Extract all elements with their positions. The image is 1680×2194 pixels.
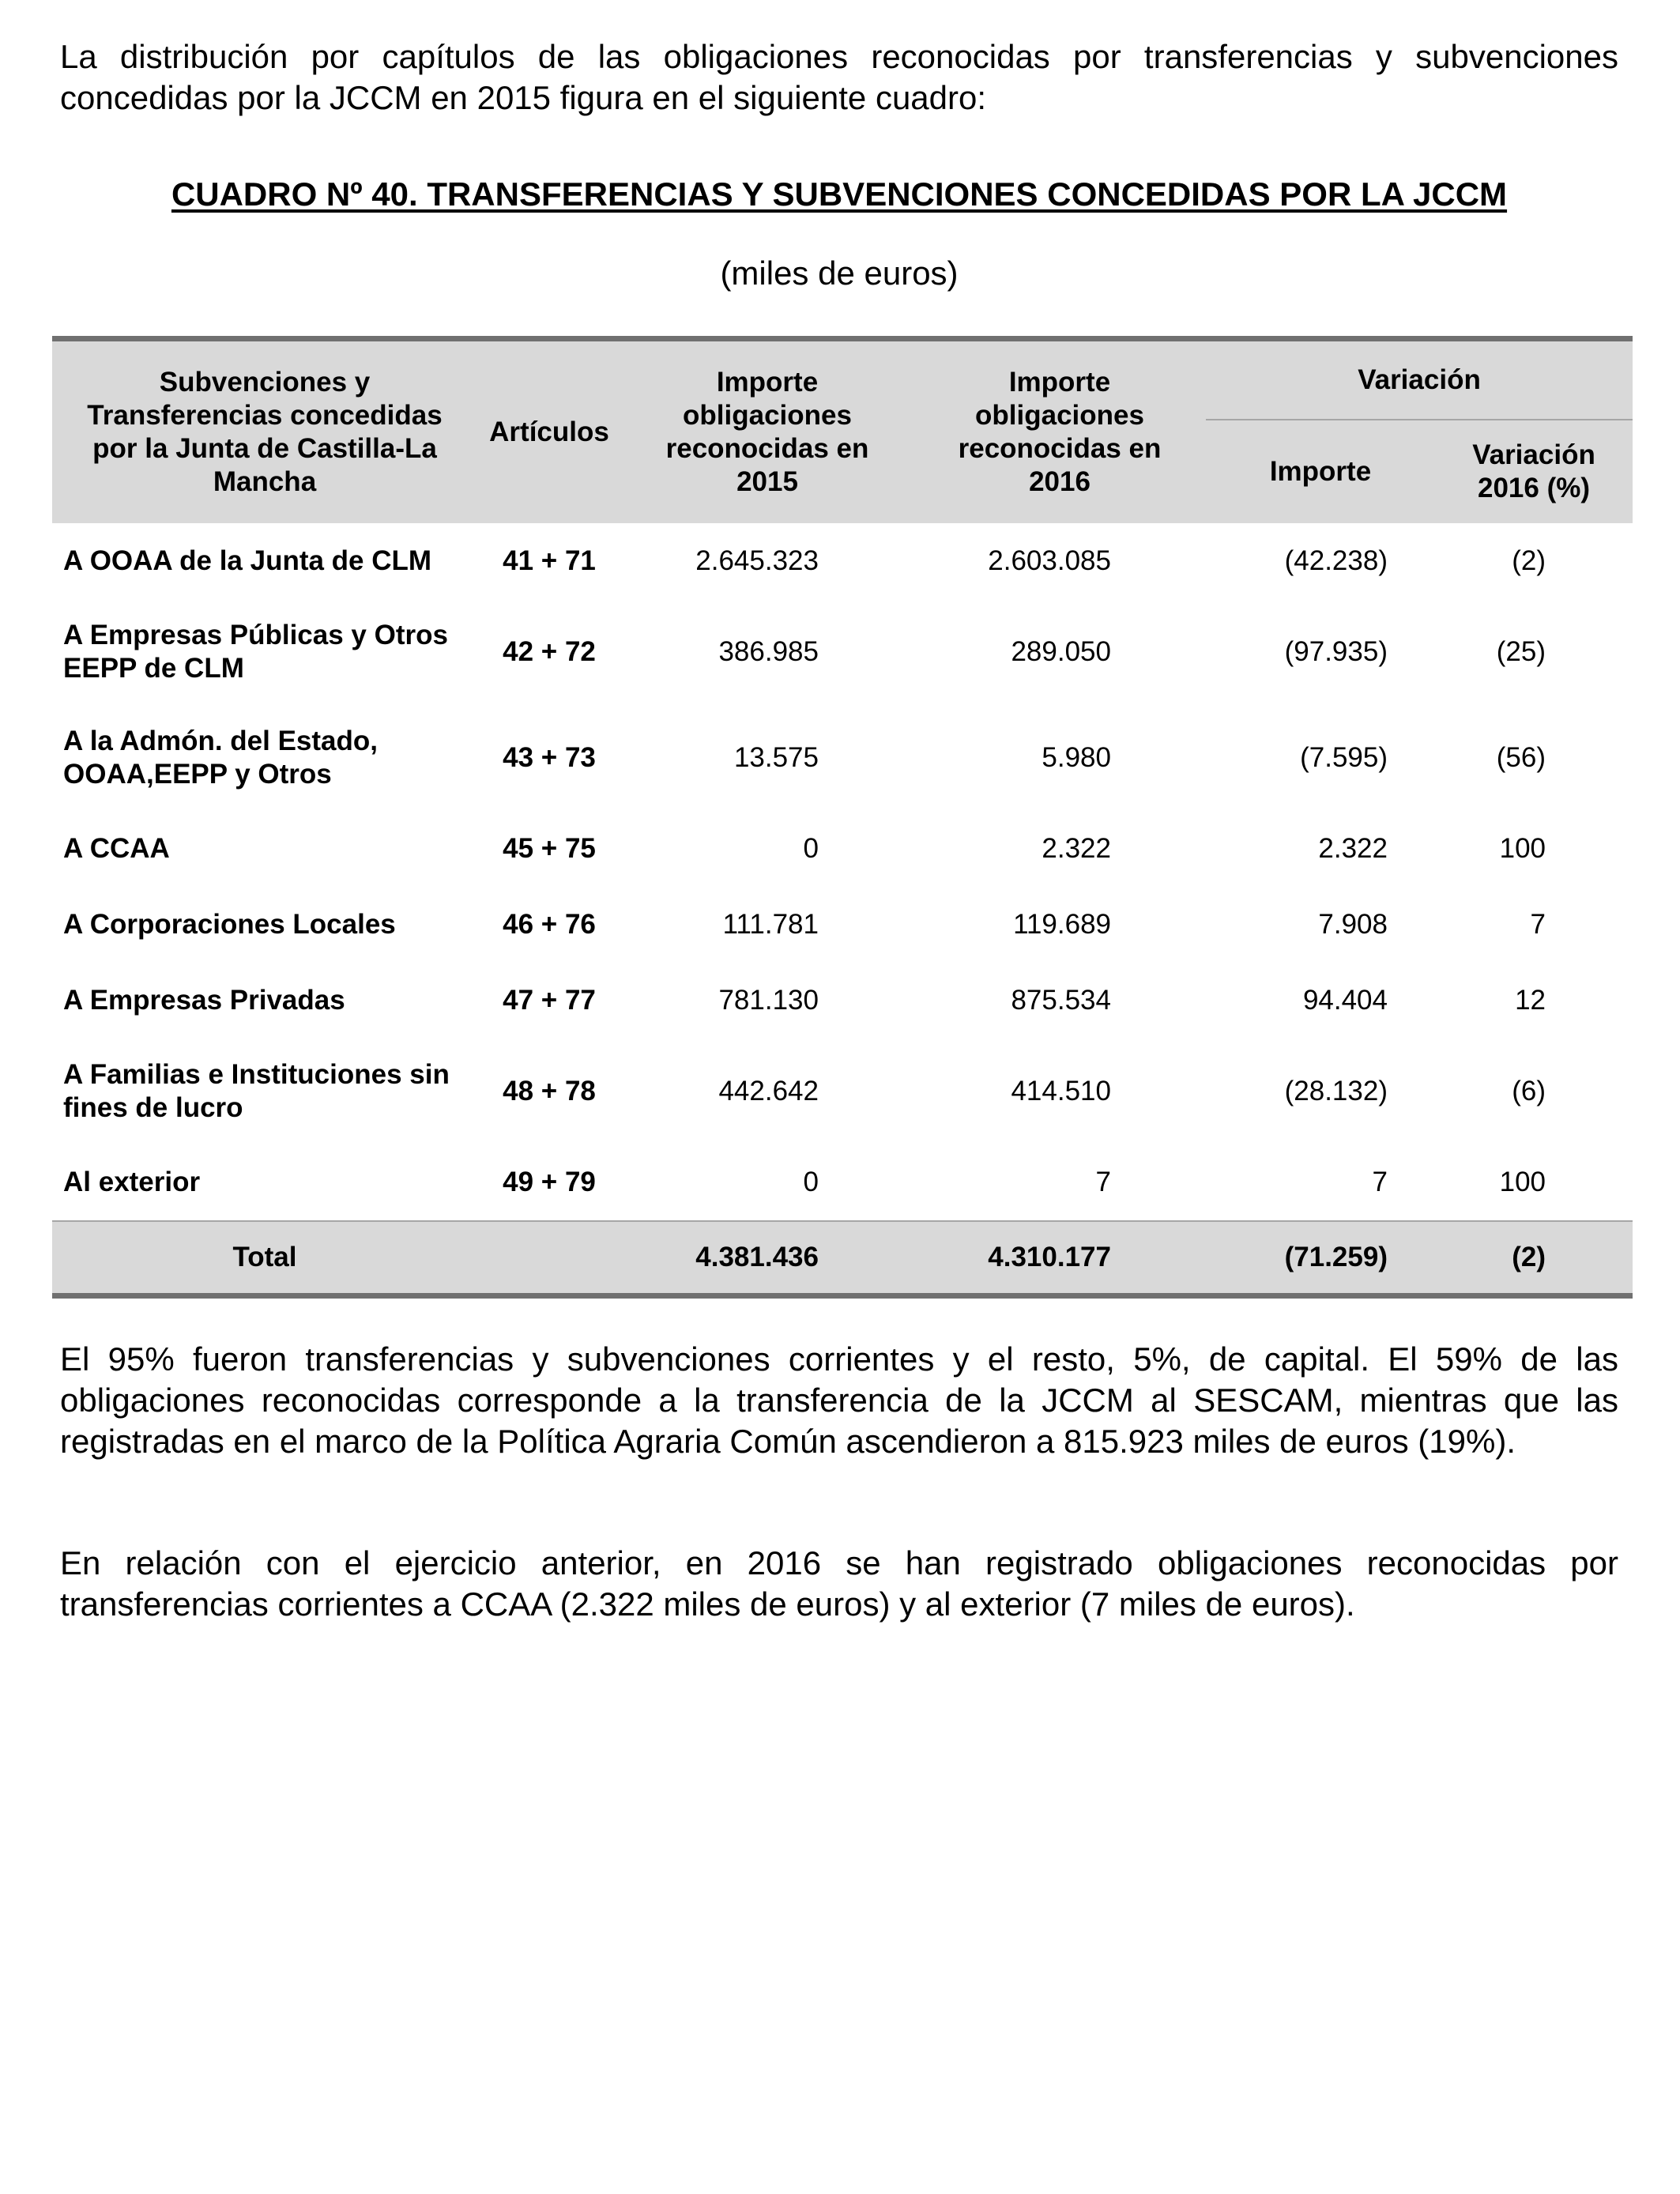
row-articles: 41 + 71 [503,545,596,576]
row-variation-amount: 2.322 [1318,833,1388,864]
table-row [52,523,1633,599]
table-row [52,1144,1633,1221]
row-2016: 875.534 [1011,985,1111,1016]
total-articles [477,1221,621,1296]
table-total-row [52,1221,1633,1296]
row-concept: A Corporaciones Locales [63,909,396,940]
row-2016: 119.689 [1013,909,1111,940]
row-2016: 7 [1095,1167,1111,1197]
header-variation-amount: Importe [1206,420,1435,523]
row-concept: A CCAA [63,833,170,864]
row-variation-amount: 7.908 [1318,909,1388,940]
row-2015: 0 [803,1167,819,1197]
table-units: (miles de euros) [720,254,959,292]
row-variation-amount: 7 [1372,1167,1388,1197]
row-2016: 289.050 [1011,636,1111,667]
row-articles: 43 + 73 [503,742,596,773]
comparison-paragraph: En relación con el ejercicio anterior, en 2016 se han registrado obligaciones reconocidas por transferencias corrientes a CCAA (2.322 miles de euros) y al exterior (7 miles de euros). [60,1544,1618,1623]
row-2015: 442.642 [718,1076,819,1106]
row-concept: A la Admón. del Estado, OOAA,EEPP y Otros [63,726,379,790]
header-amount-2016: Importe obligaciones reconocidas en 2016 [913,339,1206,524]
row-variation-pct: (6) [1512,1076,1546,1106]
row-2015: 0 [803,833,819,864]
row-concept: A OOAA de la Junta de CLM [63,545,432,576]
header-articles: Artículos [477,339,621,524]
row-variation-amount: (28.132) [1284,1076,1388,1106]
table-row [52,1039,1633,1144]
row-2015: 13.575 [733,742,819,773]
row-variation-pct: 100 [1499,1167,1546,1197]
row-2016: 5.980 [1042,742,1111,773]
row-2016: 414.510 [1011,1076,1111,1106]
header-concept: Subvenciones y Transferencias concedidas por la Junta de Castilla-La Mancha [52,339,477,524]
row-concept: A Empresas Privadas [63,985,345,1016]
header-variation-pct: Variación 2016 (%) [1435,420,1633,523]
row-concept: A Familias e Instituciones sin fines de lucro [63,1059,450,1123]
row-articles: 45 + 75 [503,833,596,864]
table-row [52,599,1633,705]
row-2015: 781.130 [718,985,819,1016]
row-2016: 2.322 [1042,833,1111,864]
row-variation-pct: (2) [1512,545,1546,576]
row-articles: 47 + 77 [503,985,596,1016]
row-concept: Al exterior [63,1167,201,1197]
total-variation-pct: (2) [1435,1221,1633,1296]
row-concept: A Empresas Públicas y Otros EEPP de CLM [63,620,448,684]
table-title: CUADRO Nº 40. TRANSFERENCIAS Y SUBVENCIONES CONCEDIDAS POR LA JCCM [171,175,1508,213]
row-articles: 49 + 79 [503,1167,596,1197]
table-row [52,705,1633,811]
row-variation-amount: (97.935) [1284,636,1388,667]
row-variation-pct: 100 [1499,833,1546,864]
total-label: Total [52,1221,477,1296]
row-articles: 42 + 72 [503,636,596,667]
row-variation-pct: 7 [1530,909,1546,940]
table-row [52,963,1633,1039]
row-2015: 386.985 [718,636,819,667]
header-variation-group: Variación [1206,339,1633,420]
row-variation-pct: (56) [1496,742,1546,773]
total-variation-amount: (71.259) [1206,1221,1435,1296]
transfers-table [52,336,1633,1299]
row-articles: 48 + 78 [503,1076,596,1106]
row-variation-amount: 94.404 [1302,985,1388,1016]
table-row [52,811,1633,887]
row-variation-amount: (7.595) [1300,742,1388,773]
row-variation-pct: (25) [1496,636,1546,667]
header-amount-2015: Importe obligaciones reconocidas en 2015 [621,339,913,524]
row-variation-pct: 12 [1515,985,1546,1016]
intro-paragraph: La distribución por capítulos de las obligaciones reconocidas por transferencias y subvenciones concedidas por la JCCM en 2015 figura en el siguiente cuadro: [60,38,1618,116]
row-2015: 2.645.323 [695,545,819,576]
row-2016: 2.603.085 [988,545,1111,576]
total-2016: 4.310.177 [913,1221,1206,1296]
row-variation-amount: (42.238) [1284,545,1388,576]
row-2015: 111.781 [722,909,819,940]
total-2015: 4.381.436 [621,1221,913,1296]
summary-paragraph: El 95% fueron transferencias y subvenciones corrientes y el resto, 5%, de capital. El 59% de las obligaciones reconocidas corresponde a la transferencia de la JCCM al SESCAM, mientras que las registradas en el marco de la Política Agraria Común ascendieron a 815.923 miles de euros (19%). [60,1340,1618,1460]
row-articles: 46 + 76 [503,909,596,940]
table-row [52,887,1633,963]
table-header-row [52,339,1633,420]
